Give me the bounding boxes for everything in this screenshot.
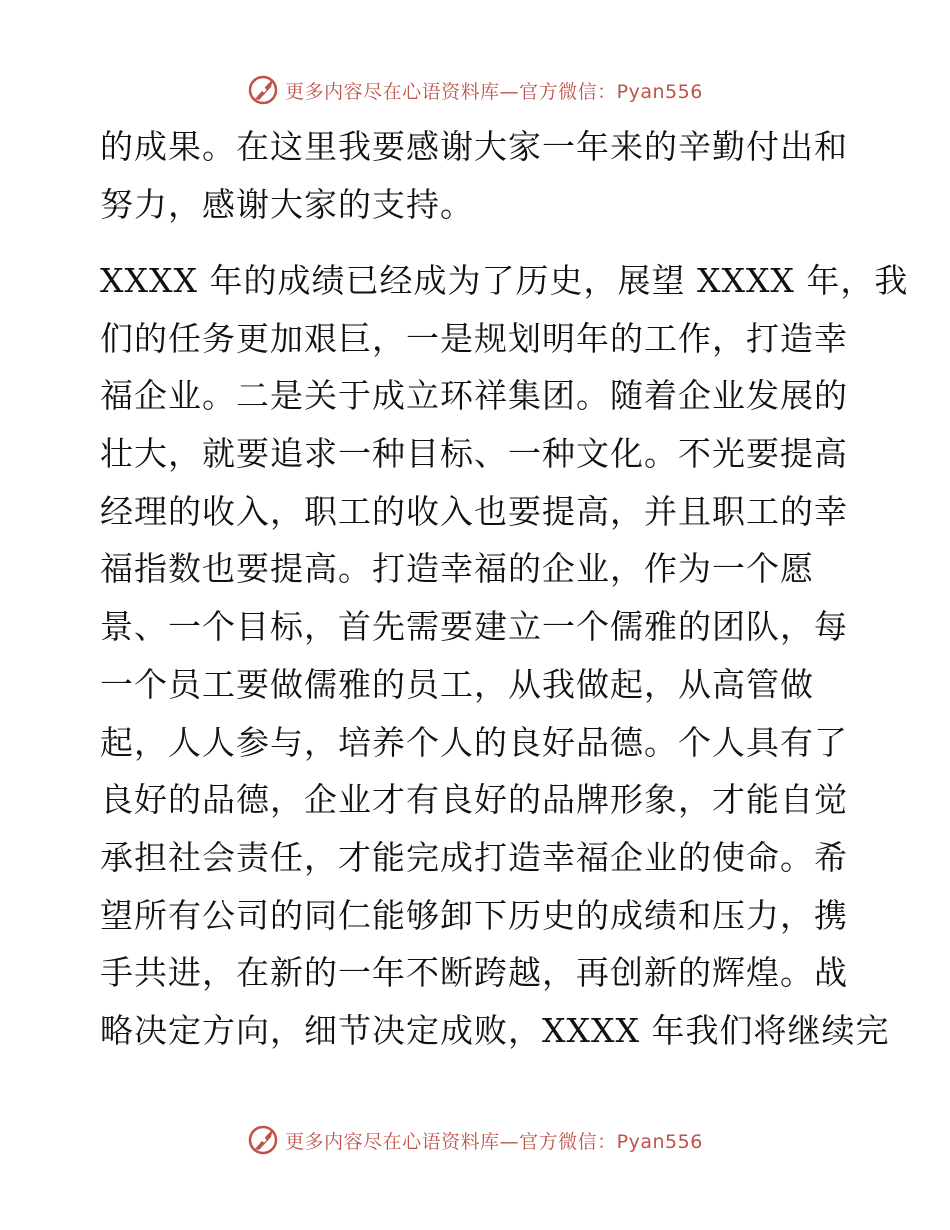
- text-line: 望所有公司的同仁能够卸下历史的成绩和压力，携: [100, 895, 848, 935]
- text-line: XXXX 年的成绩已经成为了历史，展望 XXXX 年，我: [100, 261, 909, 300]
- text-line: 壮大，就要追求一种目标、一种文化。不光要提高: [100, 434, 848, 474]
- text-line: 手共进，在新的一年不断跨越，再创新的辉煌。战: [100, 953, 848, 993]
- watermark-text: 更多内容尽在心语资料库—官方微信：Pyan556: [285, 80, 703, 103]
- text-line: 福指数也要提高。打造幸福的企业，作为一个愿: [100, 549, 814, 589]
- footer-watermark: [0, 1120, 950, 1160]
- text-line: 略决定方向，细节决定成败，XXXX 年我们将继续完: [100, 1010, 890, 1050]
- text-line: 们的任务更加艰巨，一是规划明年的工作，打造幸: [100, 318, 848, 358]
- paragraph-1: [100, 118, 860, 233]
- text-line: 起，人人参与，培养个人的良好品德。个人具有了: [100, 722, 848, 762]
- paragraph-2: [100, 252, 909, 1060]
- text-line: 良好的品德，企业才有良好的品牌形象，才能自觉: [100, 780, 848, 820]
- text-line: 福企业。二是关于成立环祥集团。随着企业发展的: [100, 376, 848, 416]
- watermark-text: 更多内容尽在心语资料库—官方微信：Pyan556: [285, 1130, 703, 1153]
- text-line: 经理的收入，职工的收入也要提高，并且职工的幸: [100, 491, 848, 531]
- text-line: 努力，感谢大家的支持。: [100, 184, 474, 224]
- text-line: 的成果。在这里我要感谢大家一年来的辛勤付出和: [100, 127, 848, 166]
- text-line: 一个员工要做儒雅的员工，从我做起，从高管做: [100, 664, 814, 704]
- text-line: 承担社会责任，才能完成打造幸福企业的使命。希: [100, 837, 848, 877]
- pen-nib-logo-icon: [247, 73, 281, 107]
- pen-nib-logo-icon: [247, 1123, 281, 1157]
- header-watermark: [0, 70, 950, 110]
- text-line: 景、一个目标，首先需要建立一个儒雅的团队，每: [100, 607, 848, 647]
